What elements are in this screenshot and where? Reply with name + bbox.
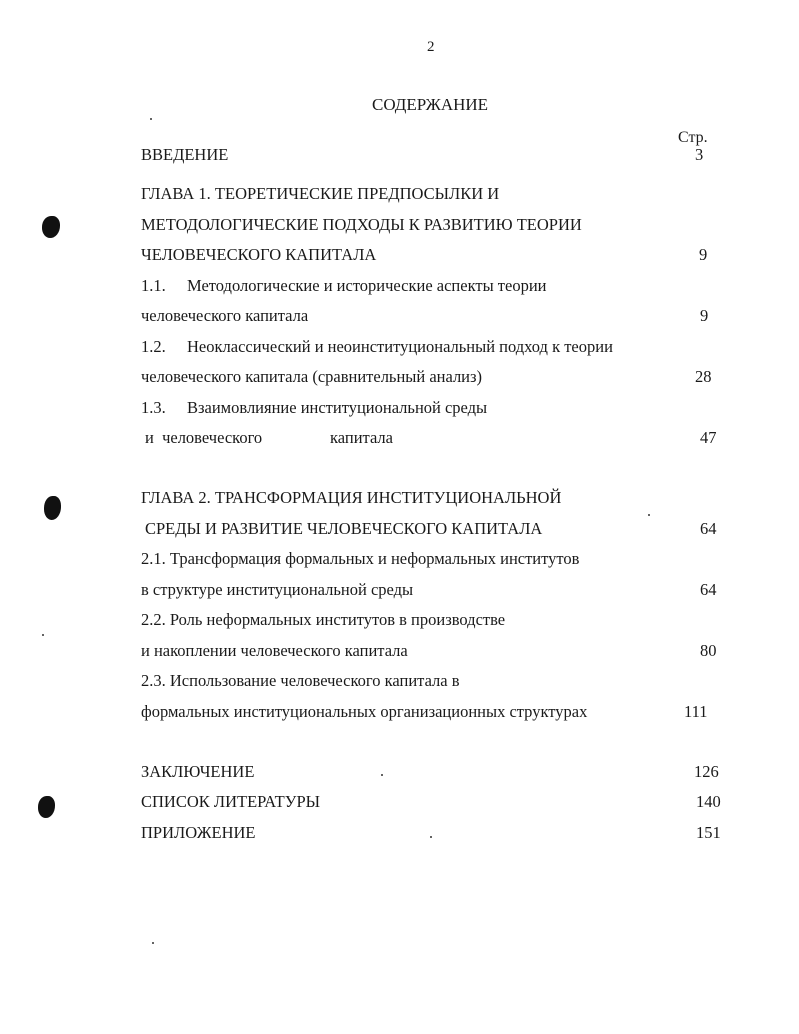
- section-page: 28: [695, 367, 712, 386]
- chapter2-title-line: СРЕДЫ И РАЗВИТИЕ ЧЕЛОВЕЧЕСКОГО КАПИТАЛА: [145, 519, 543, 538]
- chapter1-title-line: ГЛАВА 1. ТЕОРЕТИЧЕСКИЕ ПРЕДПОСЫЛКИ И: [141, 184, 500, 203]
- section-title-line: в структуре институциональной среды: [141, 580, 414, 599]
- toc-intro-page: 3: [695, 145, 704, 164]
- section-page: 111: [684, 702, 708, 721]
- scan-speck: [381, 774, 383, 776]
- chapter1-page: 9: [699, 245, 708, 264]
- page-column-label: Стр.: [678, 129, 708, 146]
- toc-conclusion-page: 126: [694, 762, 719, 781]
- section-title-line: капитала: [330, 428, 393, 447]
- scan-blot: [38, 796, 55, 818]
- chapter2-title-line: ГЛАВА 2. ТРАНСФОРМАЦИЯ ИНСТИТУЦИОНАЛЬНОЙ: [141, 488, 562, 507]
- section-title-line: Неоклассический и неоинституциональный подход к теории: [187, 337, 613, 356]
- section-number: 1.3.: [141, 398, 166, 417]
- section-title-line: и человеческого: [145, 428, 263, 447]
- toc-appendix-page: 151: [696, 823, 721, 842]
- section-title-line: Взаимовлияние институциональной среды: [187, 398, 488, 417]
- scan-blot: [44, 496, 61, 520]
- toc-appendix-title: ПРИЛОЖЕНИЕ: [141, 823, 256, 842]
- scan-speck: [152, 942, 154, 944]
- section-title-line: 2.2. Роль неформальных институтов в производстве: [141, 610, 506, 629]
- chapter2-page: 64: [700, 519, 717, 538]
- section-page: 9: [700, 306, 709, 325]
- scan-blot: [42, 216, 60, 238]
- toc-references-page: 140: [696, 792, 721, 811]
- chapter1-title-line: МЕТОДОЛОГИЧЕСКИЕ ПОДХОДЫ К РАЗВИТИЮ ТЕОРИИ: [141, 215, 582, 234]
- toc-references-title: СПИСОК ЛИТЕРАТУРЫ: [141, 792, 321, 811]
- scan-speck: [430, 836, 432, 838]
- section-page: 80: [700, 641, 717, 660]
- section-title-line: 2.1. Трансформация формальных и неформальных институтов: [141, 549, 580, 568]
- toc-conclusion-title: ЗАКЛЮЧЕНИЕ: [141, 762, 255, 781]
- section-page: 47: [700, 428, 717, 447]
- scan-speck: [150, 118, 152, 120]
- section-title-line: Методологические и исторические аспекты теории: [187, 276, 547, 295]
- toc-intro-title: ВВЕДЕНИЕ: [141, 145, 229, 164]
- section-page: 64: [700, 580, 717, 599]
- section-number: 1.1.: [141, 276, 166, 295]
- scan-speck: [42, 634, 44, 636]
- section-title-line: и накоплении человеческого капитала: [141, 641, 408, 660]
- section-title-line: человеческого капитала: [141, 306, 309, 325]
- scan-speck: [648, 514, 650, 516]
- section-title-line: формальных институциональных организационных структурах: [141, 702, 588, 721]
- section-title-line: 2.3. Использование человеческого капитала в: [141, 671, 460, 690]
- toc-title: СОДЕРЖАНИЕ: [372, 95, 489, 114]
- section-number: 1.2.: [141, 337, 166, 356]
- section-title-line: человеческого капитала (сравнительный анализ): [141, 367, 483, 386]
- page-number: 2: [427, 39, 435, 55]
- chapter1-title-line: ЧЕЛОВЕЧЕСКОГО КАПИТАЛА: [141, 245, 377, 264]
